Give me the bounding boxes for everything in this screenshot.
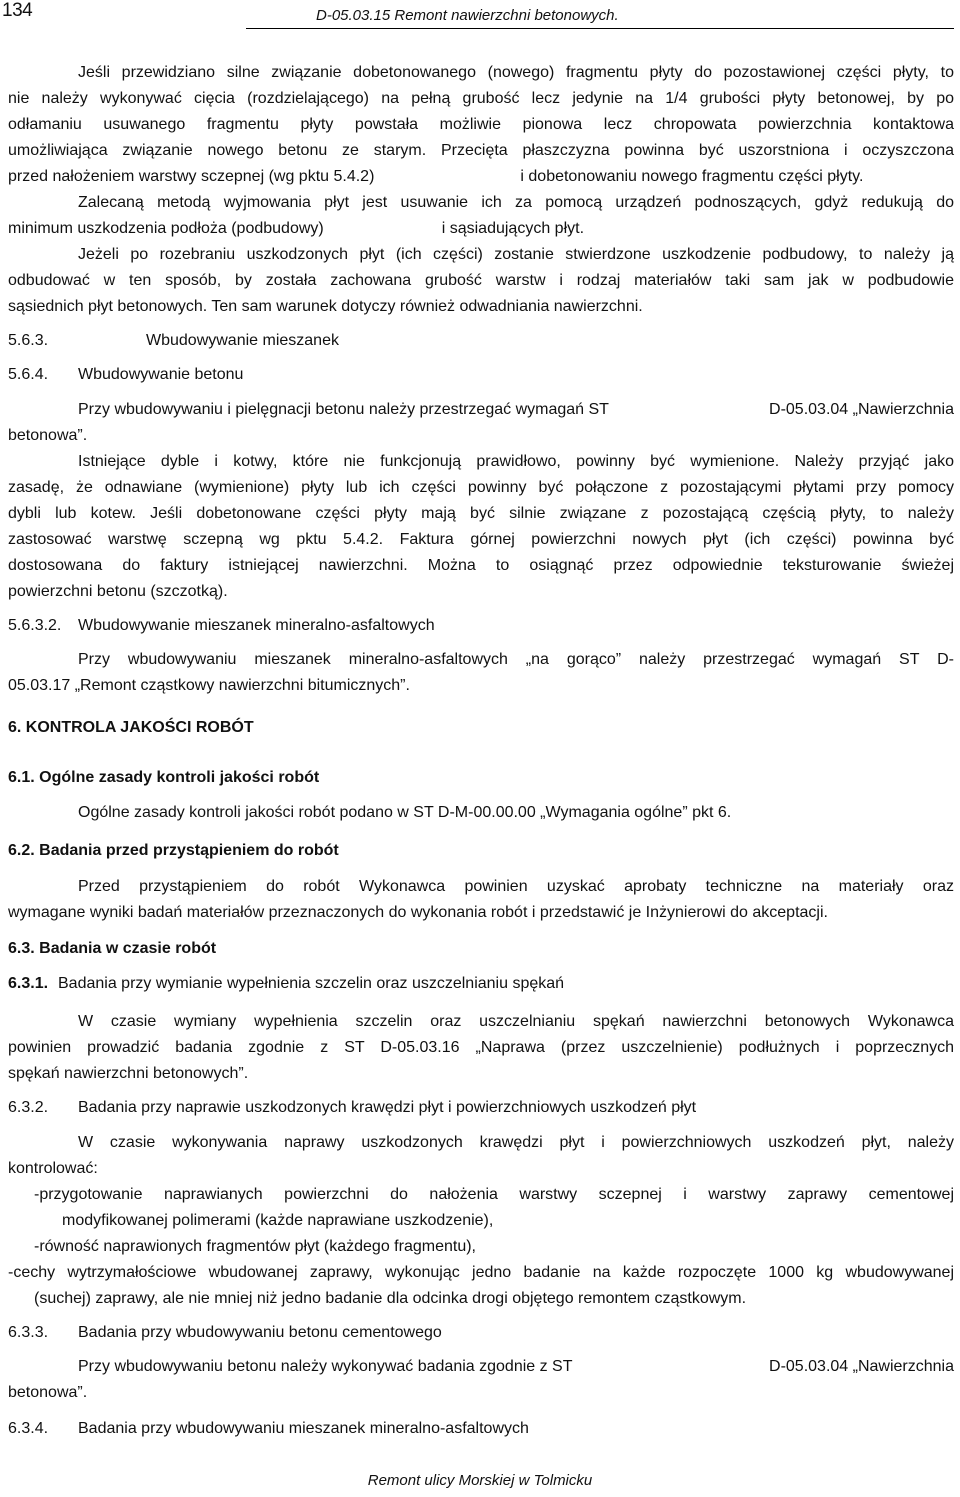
paragraph-line [78,397,954,423]
paragraph-fragment: przed nałożeniem warstwy sczepnej (wg pktu 5.4.2) [8,168,375,185]
paragraph-line: betonowa”. [8,427,88,444]
section-heading [8,971,954,997]
section-heading [8,362,954,388]
section-heading: 6.3. Badania w czasie robót [8,940,217,957]
paragraph-line: Przy wbudowywaniu mieszanek mineralno-asfaltowych „na gorąco” należy przestrzegać wymagań ST D- [78,651,954,668]
paragraph-line: dybli lub kotew. Jeśli dobetonowane części płyty mają być silnie związane z pozostającą częścią płyty, to należy [8,505,954,522]
paragraph-line: sąsiednich płyt betonowych. Ten sam warunek dotyczy również odwadniania nawierzchni. [8,298,643,315]
paragraph-fragment: minimum uszkodzenia podłoża (podbudowy) [8,220,324,237]
section-heading [8,1095,954,1121]
list-item: -przygotowanie naprawianych powierzchni do nałożenia warstwy sczepnej i warstwy zaprawy cementowej [34,1186,954,1203]
paragraph-line: wymagane wyniki badań materiałów przeznaczonych do wykonania robót i przedstawić je Inżynierowi do akceptacji. [8,904,828,921]
paragraph-fragment: i dobetonowaniu nowego fragmentu części płyty. [520,168,864,185]
list-item-continuation: (suchej) zaprawy, ale nie mniej niż jedno badanie dla odcinka drogi objętego remontem cząstkowym. [34,1290,747,1307]
section-heading [8,1320,954,1346]
paragraph-line [8,216,954,242]
paragraph-line: dostosowana do faktury istniejącej nawierzchni. Można to osiągnąć przez odpowiednie teksturowanie świeżej [8,557,954,574]
heading-number: 6.3.3. [8,1324,49,1341]
paragraph-line: kontrolować: [8,1160,98,1177]
paragraph-line: Przed przystąpieniem do robót Wykonawca powinien uzyskać aprobaty techniczne na materiały oraz [78,878,954,895]
paragraph-line: Istniejące dyble i kotwy, które nie funkcjonują prawidłowo, powinny być wymienione. Należy przyjąć jako [78,453,954,470]
heading-text: Badania przy wbudowywaniu mieszanek mineralno-asfaltowych [78,1420,529,1437]
heading-text: Wbudowywanie mieszanek [146,332,339,349]
page-footer: Remont ulicy Morskiej w Tolmicku [367,1472,593,1489]
paragraph-line: odbudować w ten sposób, by została zachowana grubość warstw i rodzaj materiałów taki sam jak w podbudowie [8,272,954,289]
section-heading: 6.1. Ogólne zasady kontroli jakości robót [8,769,320,786]
heading-number: 5.6.3. [8,332,49,349]
paragraph-line: nie należy wykonywać cięcia (rozdzielającego) na pełną grubość lecz jedynie na 1/4 grubości płyty betonowej, by po [8,90,954,107]
header-title: D-05.03.15 Remont nawierzchni betonowych. [316,7,619,24]
paragraph-fragment: i sąsiadujących płyt. [441,220,585,237]
paragraph-line: powinien prowadzić badania zgodnie z ST D-05.03.16 „Naprawa (przez uszczelnienie) podłużnych i poprzecznych [8,1039,954,1056]
paragraph-line: W czasie wykonywania naprawy uszkodzonych krawędzi płyt i powierzchniowych uszkodzeń płyt, należy [78,1134,954,1151]
paragraph-fragment: Przy wbudowywaniu i pielęgnacji betonu należy przestrzegać wymagań ST [78,401,609,418]
paragraph-line: W czasie wymiany wypełnienia szczelin oraz uszczelnianiu spękań nawierzchni betonowych Wykonawca [78,1013,954,1030]
page-number: 134 [2,0,33,21]
paragraph-line: umożliwiająca związanie nowego betonu ze starym. Przecięta płaszczyzna powinna być uszorstniona i oczyszczona [8,142,954,159]
page-header [0,0,960,30]
paragraph-line: 05.03.17 „Remont cząstkowy nawierzchni bitumicznych”. [8,677,410,694]
heading-number: 6.3.1. [8,975,49,992]
heading-text: Badania przy wbudowywaniu betonu cementowego [78,1324,442,1341]
heading-text: Wbudowywanie mieszanek mineralno-asfaltowych [78,617,435,634]
paragraph-line: Jeżeli po rozebraniu uszkodzonych płyt (ich części) zostanie stwierdzone uszkodzenie podbudowy, to należy ją [78,246,954,263]
chapter-heading: 6. KONTROLA JAKOŚCI ROBÓT [8,719,254,736]
section-heading: 6.2. Badania przed przystąpieniem do robót [8,842,339,859]
paragraph-line: odłamaniu usuwanego fragmentu płyty powstała możliwie pionowa lecz chropowata powierzchnia kontaktowa [8,116,954,133]
list-item-continuation: modyfikowanej polimerami (każde naprawiane uszkodzenie), [62,1212,494,1229]
paragraph-line [78,1354,954,1380]
paragraph-line: Jeśli przewidziano silne związanie dobetonowanego (nowego) fragmentu płyty do pozostawionej części płyty, to [78,64,954,81]
heading-number: 6.3.2. [8,1099,49,1116]
paragraph-line: zasadę, że odnawiane (wymienione) płyty lub ich części powinny być połączone z pozostającymi płytami przy pomocy [8,479,954,496]
heading-number: 5.6.3.2. [8,617,62,634]
paragraph-line [8,164,954,190]
section-heading [8,1416,954,1442]
section-heading [8,328,954,354]
heading-text: Wbudowywanie betonu [78,366,244,383]
heading-text: Badania przy wymianie wypełnienia szczelin oraz uszczelnianiu spękań [58,975,565,992]
paragraph-line: Ogólne zasady kontroli jakości robót podano w ST D-M-00.00.00 „Wymagania ogólne” pkt 6. [78,804,732,821]
section-heading [8,613,954,639]
paragraph-line: Zalecaną metodą wyjmowania płyt jest usuwanie ich za pomocą urządzeń podnoszących, gdyż redukują do [78,194,954,211]
paragraph-line: powierzchni betonu (szczotką). [8,583,228,600]
paragraph-line: spękań nawierzchni betonowych”. [8,1065,249,1082]
heading-number: 5.6.4. [8,366,49,383]
list-item: -cechy wytrzymałościowe wbudowanej zaprawy, wykonując jedno badanie na każde rozpoczęte 1000 kg wbudowywanej [8,1264,954,1281]
paragraph-line: betonowa”. [8,1384,88,1401]
heading-number: 6.3.4. [8,1420,49,1437]
paragraph-fragment: D-05.03.04 „Nawierzchnia [769,1358,954,1375]
paragraph-fragment: D-05.03.04 „Nawierzchnia [769,401,954,418]
heading-text: Badania przy naprawie uszkodzonych krawędzi płyt i powierzchniowych uszkodzeń płyt [78,1099,697,1116]
paragraph-fragment: Przy wbudowywaniu betonu należy wykonywać badania zgodnie z ST [78,1358,573,1375]
list-item: -równość naprawionych fragmentów płyt (każdego fragmentu), [34,1238,476,1255]
paragraph-line: zastosować warstwę sczepną wg pktu 5.4.2. Faktura górnej powierzchni nowych płyt (ich części) powinna być [8,531,954,548]
header-rule [246,28,954,29]
